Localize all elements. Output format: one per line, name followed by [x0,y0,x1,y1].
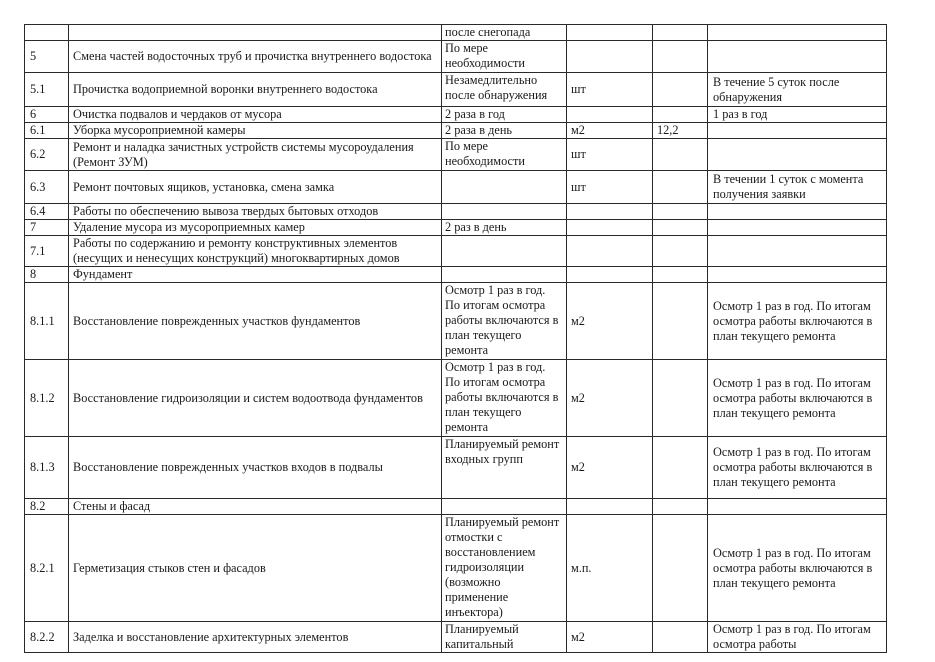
row-number: 7 [25,220,69,236]
work-name: Очистка подвалов и чердаков от мусора [69,107,442,123]
table-row [25,515,887,622]
work-quantity [653,622,708,653]
work-frequency: По мере необходимости [442,139,567,171]
work-name: Смена частей водосточных труб и прочистка внутреннего водостока [69,41,442,73]
table-row [25,220,887,236]
table-row [25,139,887,171]
work-name: Стены и фасад [69,499,442,515]
work-frequency [442,236,567,267]
work-frequency: Планируемый капитальный [442,622,567,653]
row-number: 5.1 [25,73,69,107]
work-note [708,267,887,283]
table-row [25,283,887,360]
work-unit [567,220,653,236]
work-name: Удаление мусора из мусороприемных камер [69,220,442,236]
row-number: 5 [25,41,69,73]
work-note: Осмотр 1 раз в год. По итогам осмотра работы включаются в план текущего ремонта [708,515,887,622]
work-note: Осмотр 1 раз в год. По итогам осмотра работы включаются в план текущего ремонта [708,360,887,437]
work-note: 1 раз в год [708,107,887,123]
work-note [708,41,887,73]
work-note [708,220,887,236]
work-quantity [653,41,708,73]
row-number: 8 [25,267,69,283]
work-name: Уборка мусороприемной камеры [69,123,442,139]
table-row [25,41,887,73]
row-number: 8.1.3 [25,437,69,499]
work-frequency [442,204,567,220]
table-row [25,73,887,107]
work-quantity [653,515,708,622]
work-name: Восстановление поврежденных участков фундаментов [69,283,442,360]
table-row [25,360,887,437]
work-note [708,123,887,139]
work-frequency: 2 раза в год [442,107,567,123]
work-note: Осмотр 1 раз в год. По итогам осмотра работы включаются в план текущего ремонта [708,283,887,360]
maintenance-works-table [24,24,887,653]
row-number: 8.2.1 [25,515,69,622]
work-name: Заделка и восстановление архитектурных элементов [69,622,442,653]
work-quantity [653,25,708,41]
work-quantity [653,437,708,499]
work-unit [567,41,653,73]
work-frequency: Планируемый ремонт входных групп [442,437,567,499]
row-number: 8.1.2 [25,360,69,437]
work-frequency: Планируемый ремонт отмостки с восстановлением гидроизоляции (возможно применение инъектора) [442,515,567,622]
row-number: 6.3 [25,171,69,204]
row-number: 8.2 [25,499,69,515]
work-unit: м2 [567,360,653,437]
work-quantity [653,171,708,204]
table-row [25,204,887,220]
work-quantity [653,73,708,107]
row-number: 6.2 [25,139,69,171]
work-name: Работы по обеспечению вывоза твердых бытовых отходов [69,204,442,220]
table-body [25,25,887,653]
work-quantity [653,360,708,437]
work-frequency [442,171,567,204]
work-frequency [442,499,567,515]
work-name [69,25,442,41]
work-name: Ремонт и наладка зачистных устройств системы мусороудаления (Ремонт ЗУМ) [69,139,442,171]
row-number: 6 [25,107,69,123]
work-quantity [653,139,708,171]
work-quantity [653,220,708,236]
work-note [708,236,887,267]
work-frequency: 2 раз в день [442,220,567,236]
work-frequency: По мере необходимости [442,41,567,73]
row-number: 8.2.2 [25,622,69,653]
work-frequency: Осмотр 1 раз в год. По итогам осмотра работы включаются в план текущего ремонта [442,283,567,360]
table-row [25,107,887,123]
work-unit [567,267,653,283]
work-quantity [653,499,708,515]
work-note: Осмотр 1 раз в год. По итогам осмотра работы [708,622,887,653]
work-quantity [653,236,708,267]
work-unit [567,25,653,41]
row-number: 6.1 [25,123,69,139]
work-quantity [653,283,708,360]
work-name: Ремонт почтовых ящиков, установка, смена замка [69,171,442,204]
work-note [708,25,887,41]
work-unit: шт [567,73,653,107]
work-frequency [442,267,567,283]
work-quantity [653,204,708,220]
work-unit [567,204,653,220]
work-name: Фундамент [69,267,442,283]
table-row [25,171,887,204]
row-number: 8.1.1 [25,283,69,360]
work-quantity: 12,2 [653,123,708,139]
work-name: Восстановление поврежденных участков входов в подвалы [69,437,442,499]
work-name: Восстановление гидроизоляции и систем водоотвода фундаментов [69,360,442,437]
table-row [25,123,887,139]
work-name: Работы по содержанию и ремонту конструктивных элементов (несущих и ненесущих конструкций) многоквартирных домов [69,236,442,267]
row-number: 7.1 [25,236,69,267]
work-unit: м.п. [567,515,653,622]
row-number: 6.4 [25,204,69,220]
work-note [708,499,887,515]
work-unit [567,499,653,515]
work-frequency: 2 раза в день [442,123,567,139]
work-frequency: Незамедлительно после обнаружения [442,73,567,107]
table-row [25,437,887,499]
work-note [708,204,887,220]
work-unit: м2 [567,283,653,360]
work-name: Прочистка водоприемной воронки внутреннего водостока [69,73,442,107]
work-note: Осмотр 1 раз в год. По итогам осмотра работы включаются в план текущего ремонта [708,437,887,499]
table-row [25,267,887,283]
work-unit [567,107,653,123]
work-unit: м2 [567,622,653,653]
table-row [25,25,887,41]
work-quantity [653,107,708,123]
row-number [25,25,69,41]
work-frequency: Осмотр 1 раз в год. По итогам осмотра работы включаются в план текущего ремонта [442,360,567,437]
work-unit [567,236,653,267]
work-frequency: после снегопада [442,25,567,41]
work-note: В течение 5 суток после обнаружения [708,73,887,107]
work-unit: м2 [567,123,653,139]
table-row [25,499,887,515]
table-row [25,236,887,267]
work-note: В течении 1 суток с момента получения заявки [708,171,887,204]
table-row [25,622,887,653]
work-unit: м2 [567,437,653,499]
work-note [708,139,887,171]
work-unit: шт [567,139,653,171]
work-unit: шт [567,171,653,204]
work-name: Герметизация стыков стен и фасадов [69,515,442,622]
work-quantity [653,267,708,283]
